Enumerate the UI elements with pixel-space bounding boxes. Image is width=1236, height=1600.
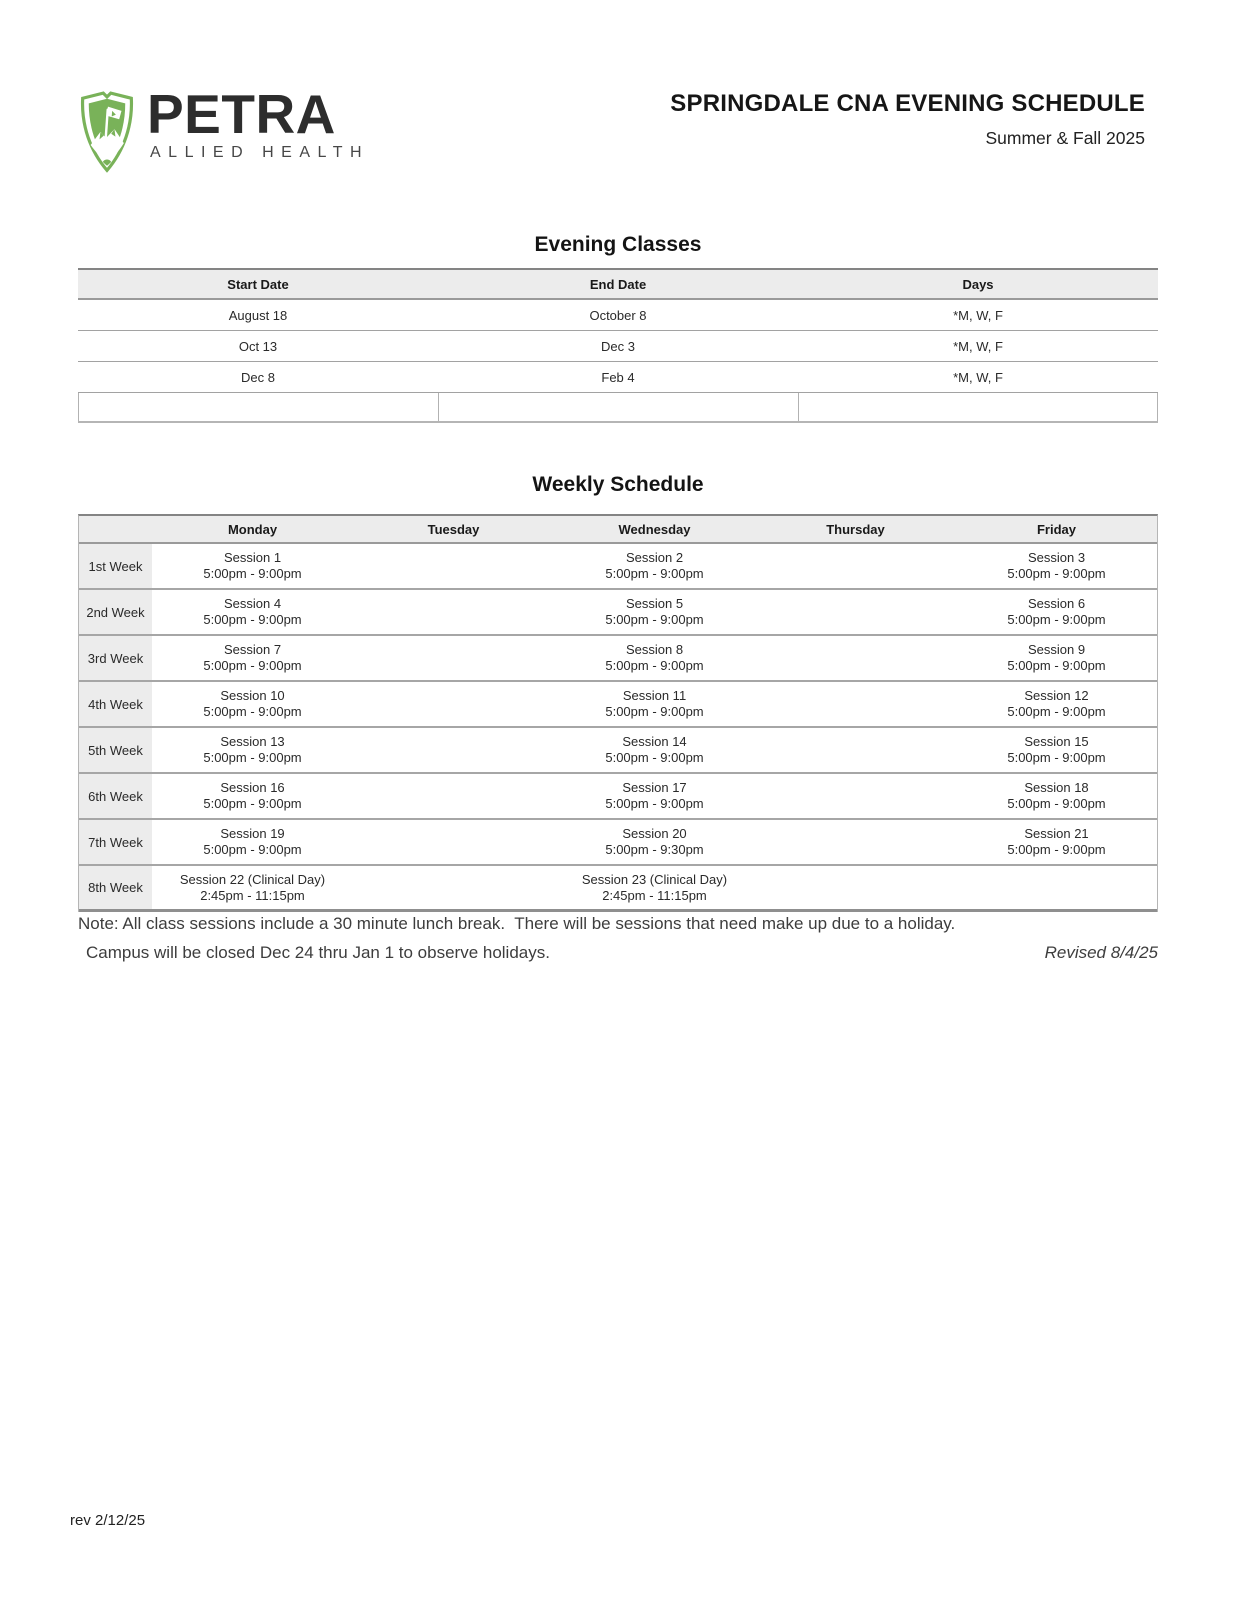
session-cell — [152, 636, 353, 680]
week-label: 6th Week — [79, 774, 152, 818]
days: *M, W, F — [953, 338, 1003, 354]
corner-cell — [79, 516, 152, 542]
weekly-schedule-table — [78, 514, 1158, 912]
empty-cell — [353, 544, 554, 588]
session-time: 5:00pm - 9:00pm — [1007, 704, 1106, 719]
session-cell — [554, 728, 755, 772]
week-label: 7th Week — [79, 820, 152, 864]
session-title: Session 9 — [1027, 642, 1086, 657]
session-time: 2:45pm - 11:15pm — [200, 887, 305, 903]
column-header-friday: Friday — [1036, 521, 1076, 537]
session-title: Session 3 — [1027, 550, 1086, 565]
logo-wordmark — [147, 83, 370, 162]
session-cell — [956, 774, 1157, 818]
empty-cell — [438, 393, 797, 421]
start-date: Dec 8 — [241, 369, 275, 385]
session-title: Session 10 — [220, 688, 285, 703]
session-title: Session 8 — [625, 642, 684, 657]
session-cell — [554, 774, 755, 818]
session-cell — [152, 774, 353, 818]
end-date: Feb 4 — [601, 369, 635, 385]
session-cell — [152, 820, 353, 864]
session-title: Session 16 — [220, 780, 285, 795]
session-cell — [956, 544, 1157, 588]
session-time: 5:00pm - 9:00pm — [203, 658, 302, 673]
session-time: 5:00pm - 9:00pm — [203, 796, 302, 811]
session-title: Session 22 (Clinical Day) — [179, 871, 326, 887]
session-cell — [554, 866, 755, 909]
week-row — [79, 774, 1157, 820]
column-header-monday: Monday — [227, 521, 278, 537]
session-time: 5:00pm - 9:00pm — [1007, 750, 1106, 765]
session-time: 5:00pm - 9:00pm — [203, 566, 302, 581]
session-title: Session 1 — [223, 550, 282, 565]
session-title: Session 5 — [625, 596, 684, 611]
week-row — [79, 728, 1157, 774]
session-time: 5:00pm - 9:00pm — [203, 750, 302, 765]
session-title: Session 6 — [1027, 596, 1086, 611]
session-time: 5:00pm - 9:00pm — [605, 658, 704, 673]
empty-cell — [79, 393, 438, 421]
week-label: 5th Week — [79, 728, 152, 772]
session-cell — [152, 682, 353, 726]
week-label: 2nd Week — [79, 590, 152, 634]
week-label: 4th Week — [79, 682, 152, 726]
week-row — [79, 590, 1157, 636]
session-time: 5:00pm - 9:00pm — [605, 566, 704, 581]
session-time: 5:00pm - 9:00pm — [605, 796, 704, 811]
session-title: Session 14 — [622, 734, 687, 749]
end-date: Dec 3 — [601, 338, 635, 354]
session-cell — [956, 728, 1157, 772]
session-time: 5:00pm - 9:30pm — [605, 842, 704, 857]
week-label: 8th Week — [79, 866, 152, 909]
session-title: Session 18 — [1024, 780, 1089, 795]
session-title: Session 2 — [625, 550, 684, 565]
note-text: Note: All class sessions include a 30 minute lunch break. There will be sessions that need make up due to a holiday. — [78, 914, 956, 933]
days: *M, W, F — [953, 307, 1003, 323]
empty-cell — [755, 774, 956, 818]
empty-cell — [755, 544, 956, 588]
empty-cell — [755, 820, 956, 864]
session-cell — [152, 590, 353, 634]
session-title: Session 20 — [622, 826, 687, 841]
petra-logo — [78, 83, 370, 176]
session-time: 5:00pm - 9:00pm — [203, 842, 302, 857]
session-title: Session 11 — [622, 688, 687, 703]
empty-cell — [755, 636, 956, 680]
document-header — [78, 83, 1145, 176]
empty-cell — [353, 728, 554, 772]
session-cell — [152, 866, 353, 909]
empty-cell — [353, 682, 554, 726]
days: *M, W, F — [953, 369, 1003, 385]
evening-classes-header-row — [78, 270, 1158, 300]
title-block — [670, 86, 1145, 149]
session-cell — [152, 544, 353, 588]
empty-cell — [755, 728, 956, 772]
session-time: 5:00pm - 9:00pm — [1007, 658, 1106, 673]
week-label: 3rd Week — [79, 636, 152, 680]
session-cell — [956, 590, 1157, 634]
weekly-schedule-heading: Weekly Schedule — [532, 473, 704, 496]
column-header-days: Days — [962, 276, 994, 292]
week-row — [79, 682, 1157, 728]
session-time: 5:00pm - 9:00pm — [605, 704, 704, 719]
session-time: 5:00pm - 9:00pm — [203, 704, 302, 719]
shield-icon — [78, 86, 136, 176]
session-title: Session 13 — [220, 734, 285, 749]
brand-name: PETRA — [147, 83, 336, 145]
session-title: Session 12 — [1024, 688, 1089, 703]
empty-cell — [353, 774, 554, 818]
week-label: 1st Week — [79, 544, 152, 588]
session-time: 5:00pm - 9:00pm — [605, 750, 704, 765]
document-subtitle: Summer & Fall 2025 — [985, 128, 1145, 148]
session-cell — [554, 590, 755, 634]
start-date: August 18 — [228, 307, 288, 323]
session-time: 5:00pm - 9:00pm — [203, 612, 302, 627]
empty-cell — [353, 590, 554, 634]
empty-cell — [798, 393, 1157, 421]
column-header-thursday: Thursday — [826, 521, 885, 537]
document-title: SPRINGDALE CNA EVENING SCHEDULE — [670, 90, 1145, 117]
revision-footer: rev 2/12/25 — [70, 1512, 146, 1529]
session-time: 5:00pm - 9:00pm — [1007, 566, 1106, 581]
week-row — [79, 544, 1157, 590]
session-time: 5:00pm - 9:00pm — [1007, 796, 1106, 811]
empty-cell — [353, 866, 554, 909]
session-cell — [956, 636, 1157, 680]
session-cell — [554, 682, 755, 726]
end-date: October 8 — [589, 307, 647, 323]
notes-section — [78, 914, 1158, 963]
session-cell — [956, 820, 1157, 864]
week-row — [79, 820, 1157, 866]
column-header-start-date: Start Date — [227, 276, 289, 292]
empty-cell — [755, 866, 956, 909]
column-header-end-date: End Date — [589, 276, 647, 292]
empty-cell — [755, 590, 956, 634]
session-time: 5:00pm - 9:00pm — [605, 612, 704, 627]
empty-cell — [755, 682, 956, 726]
table-row — [78, 331, 1158, 362]
session-cell — [152, 728, 353, 772]
empty-cell — [353, 820, 554, 864]
empty-cell — [956, 866, 1157, 909]
session-title: Session 4 — [223, 596, 282, 611]
session-title: Session 21 — [1024, 826, 1089, 841]
session-time: 5:00pm - 9:00pm — [1007, 842, 1106, 857]
evening-classes-table — [78, 268, 1158, 423]
session-cell — [956, 682, 1157, 726]
revised-date: Revised 8/4/25 — [1044, 943, 1158, 962]
evening-classes-heading: Evening Classes — [534, 233, 702, 256]
session-title: Session 15 — [1024, 734, 1089, 749]
start-date: Oct 13 — [238, 338, 278, 354]
session-title: Session 23 (Clinical Day) — [581, 871, 728, 887]
weekly-schedule-header-row — [79, 516, 1157, 544]
session-title: Session 17 — [622, 780, 687, 795]
session-cell — [554, 636, 755, 680]
column-header-tuesday: Tuesday — [427, 521, 480, 537]
week-row — [79, 636, 1157, 682]
week-row — [79, 866, 1157, 912]
session-title: Session 19 — [220, 826, 285, 841]
empty-cell — [353, 636, 554, 680]
session-cell — [554, 544, 755, 588]
session-cell — [554, 820, 755, 864]
empty-table-row — [78, 393, 1158, 423]
session-time: 2:45pm - 11:15pm — [602, 887, 707, 903]
session-title: Session 7 — [223, 642, 282, 657]
holiday-closure-note: Campus will be closed Dec 24 thru Jan 1 to observe holidays. — [86, 943, 550, 962]
table-row — [78, 362, 1158, 393]
brand-tagline: ALLIED HEALTH — [150, 144, 370, 161]
session-time: 5:00pm - 9:00pm — [1007, 612, 1106, 627]
table-row — [78, 300, 1158, 331]
column-header-wednesday: Wednesday — [618, 521, 691, 537]
